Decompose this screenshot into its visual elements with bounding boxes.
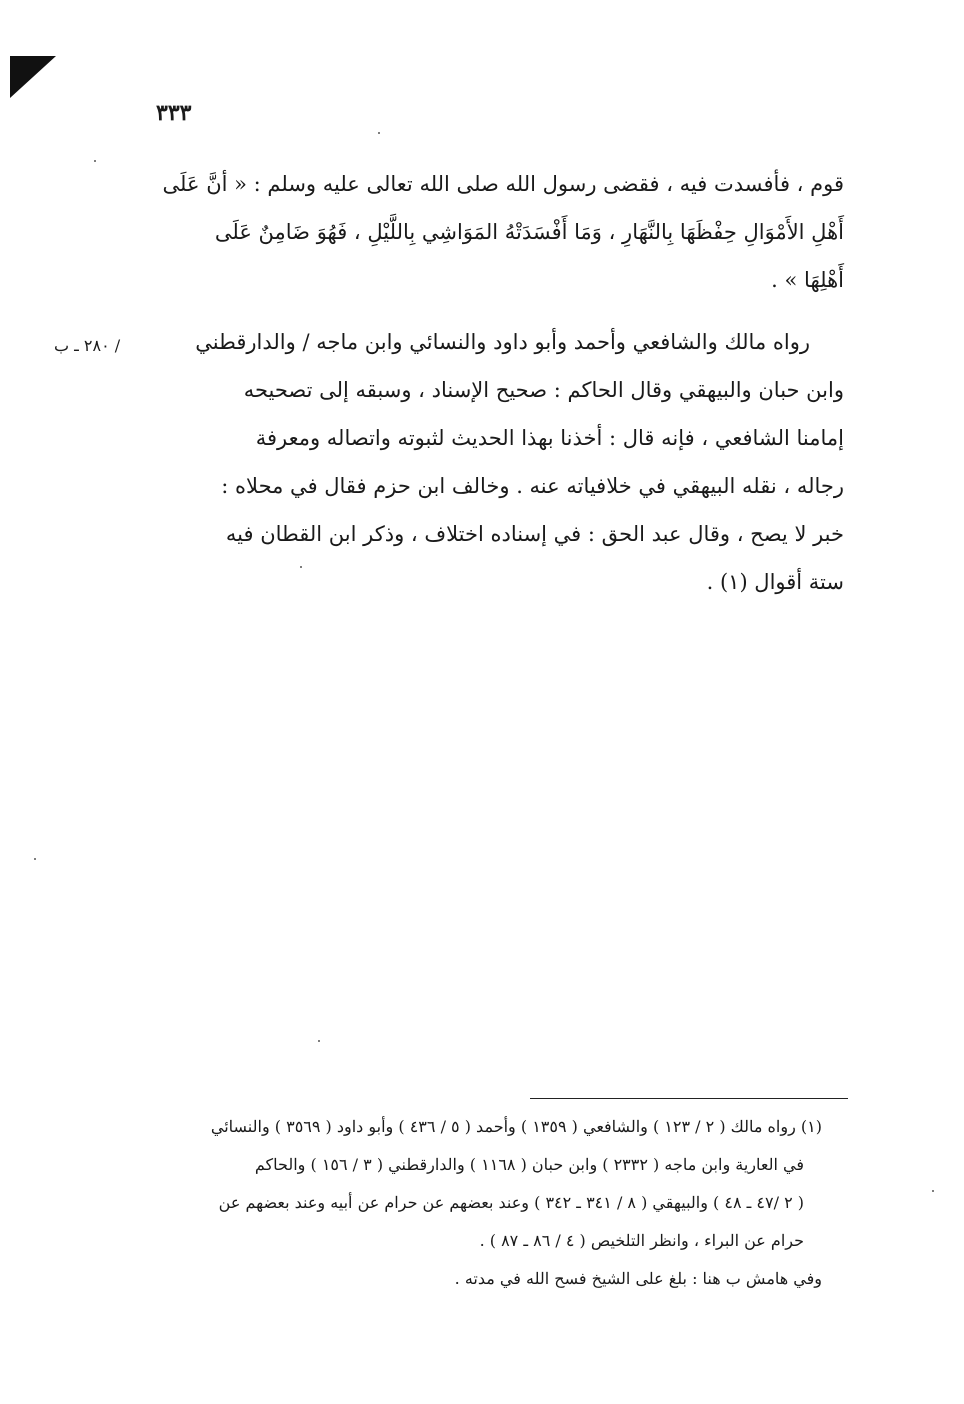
paragraph-narration-sources (154, 318, 844, 606)
footnote-line: (١) رواه مالك ( ٢ / ١٢٣ ) والشافعي ( ١٣٥٩ ) وأحمد ( ٥ / ٤٣٦ ) وأبو داود ( ٣٥٦٩ ) والنسائي (210, 1117, 822, 1136)
scan-speck (932, 1190, 934, 1192)
text-line: خبر لا يصح ، وقال عبد الحق : في إسناده اختلاف ، وذكر ابن القطان فيه (225, 522, 844, 546)
text-line: أَهْلِهَا » . (771, 268, 844, 292)
footnote-divider (530, 1098, 848, 1099)
scan-speck (378, 132, 380, 134)
scan-speck (34, 858, 36, 860)
text-line: رواه مالك والشافعي وأحمد وأبو داود والنسائي وابن ماجه / والدارقطني (195, 330, 810, 354)
margin-folio-reference: / ٢٨٠ ـ ب (54, 336, 121, 355)
scan-speck (94, 160, 96, 162)
footnote-line: ( ٢ /٤٧ ـ ٤٨ ) والبيهقي ( ٨ / ٣٤١ ـ ٣٤٢ ) وعند بعضهم عن حرام عن أبيه وعند بعضهم عن (218, 1193, 804, 1212)
text-line: قوم ، فأفسدت فيه ، فقضى رسول الله صلى الله تعالى عليه وسلم : « أنَّ عَلَى (162, 172, 844, 196)
footnote-line: في العارية وابن ماجه ( ٢٣٣٢ ) وابن حبان ( ١١٦٨ ) والدارقطني ( ٣ / ١٥٦ ) والحاكم (254, 1155, 804, 1174)
page-number: ٣٣٣ (156, 100, 192, 126)
footnote-line: وفي هامش ب هنا : بلغ على الشيخ فسح الله في مدته . (454, 1269, 822, 1288)
text-line: رجاله ، نقله البيهقي في خلافياته عنه . وخالف ابن حزم فقال في محلاه : (221, 474, 844, 498)
text-line: ستة أقوال (١) . (706, 570, 844, 594)
scan-speck (300, 566, 302, 568)
text-line: وابن حبان والبيهقي وقال الحاكم : صحيح الإسناد ، وسبقه إلى تصحيحه (243, 378, 844, 402)
footnote-line: حرام عن البراء ، وانظر التلخيص ( ٤ / ٨٦ ـ ٨٧ ) . (479, 1231, 804, 1250)
corner-triangle-mark (10, 56, 56, 98)
paragraph-hadith-text (154, 160, 844, 304)
text-line: أَهْلِ الأَمْوَالِ حِفْظَهَا بِالنَّهَارِ ، وَمَا أَفْسَدَتْهُ المَوَاشِي بِاللَّيْلِ ، فَهُوَ ضَامِنٌ عَلَى (214, 220, 844, 244)
scan-speck (318, 1040, 320, 1042)
text-line: إمامنا الشافعي ، فإنه قال : أخذنا بهذا الحديث لثبوته واتصاله ومعرفة (255, 426, 844, 450)
footnotes-section (158, 1108, 822, 1298)
